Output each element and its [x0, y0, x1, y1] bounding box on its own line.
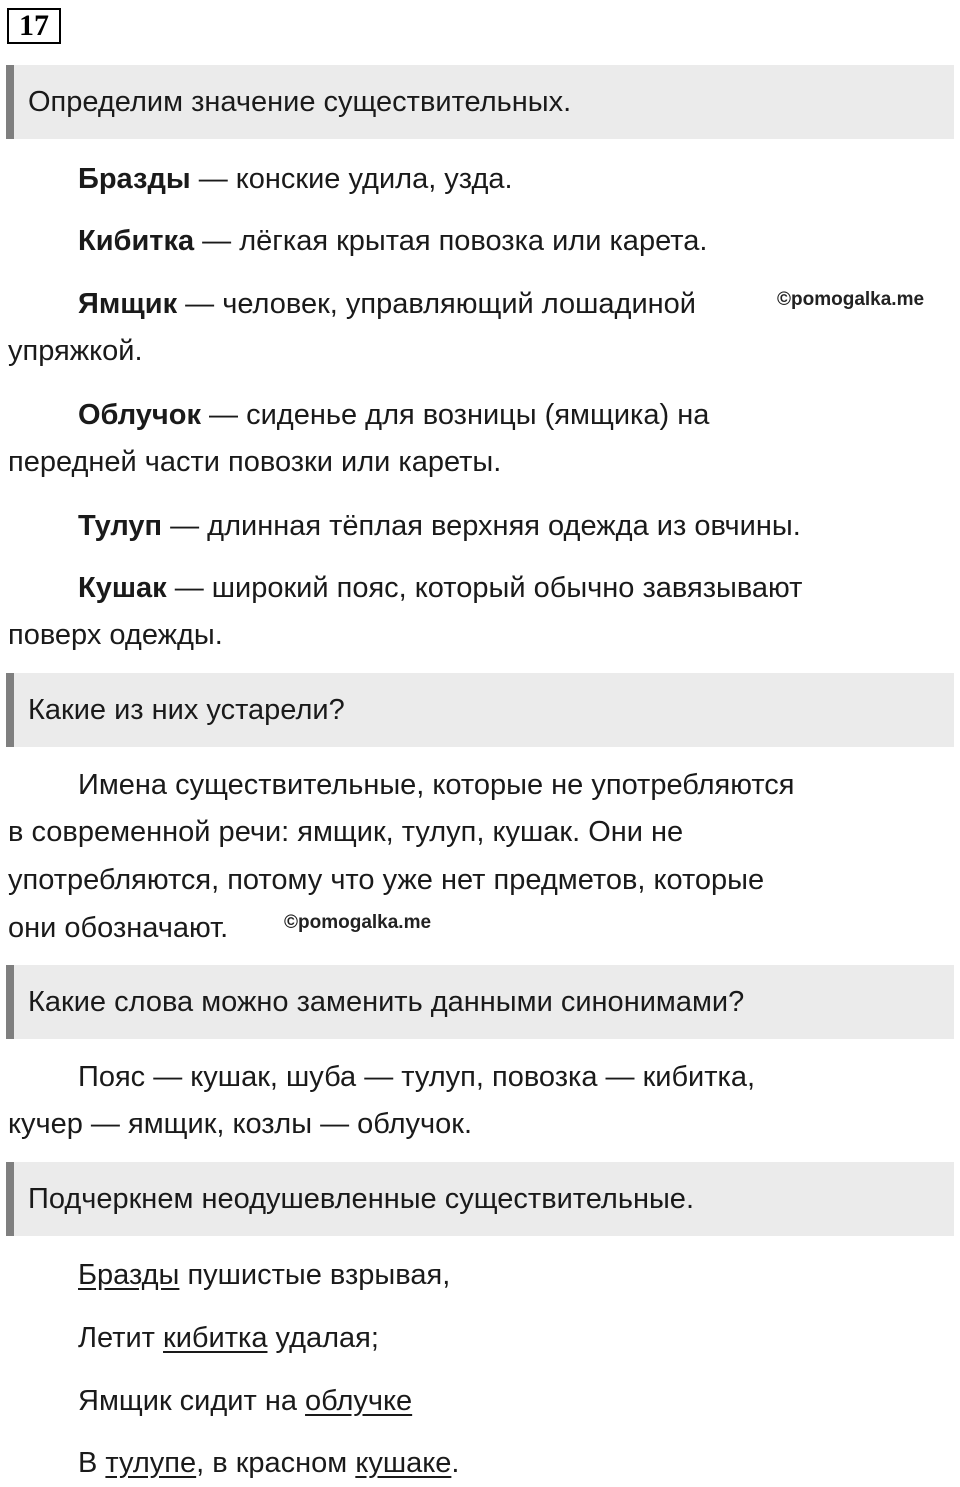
term: Бразды — [78, 163, 191, 195]
definition-brazdy — [8, 156, 960, 203]
answer-line-3: употребляются, потому что уже нет предметов, которые — [8, 864, 765, 896]
poem-text: , в красном — [196, 1447, 356, 1479]
definition-text: — человек, управляющий лошадиной — [177, 288, 697, 320]
definition-text: — сиденье для возницы (ямщика) на — [200, 399, 710, 431]
definition-obluchok-cont: передней части повозки или кареты. — [8, 446, 502, 478]
poem-text: пушистые взрывая, — [179, 1259, 451, 1291]
definition-yamshchik-cont: упряжкой. — [8, 335, 143, 367]
underlined-noun: Бразды — [78, 1259, 180, 1291]
synonyms-line-1: Пояс — кушак, шуба — тулуп, повозка — кибитка, — [78, 1061, 756, 1093]
underlined-noun: тулупе — [105, 1447, 197, 1479]
definition-kushak — [8, 565, 960, 612]
underlined-noun: кушаке — [355, 1447, 452, 1479]
definition-text: — лёгкая крытая повозка или карета. — [194, 225, 708, 257]
section-header-definitions: Определим значение существительных. — [6, 65, 954, 139]
poem-text: удалая; — [267, 1322, 379, 1354]
underlined-noun: облучке — [305, 1385, 413, 1417]
definition-tulup — [8, 503, 960, 550]
definition-text: — широкий пояс, который обычно завязывают — [166, 572, 803, 604]
definition-kibitka — [8, 218, 960, 265]
section-header-synonyms: Какие слова можно заменить данными синонимами? — [6, 965, 954, 1039]
poem-text: . — [451, 1447, 460, 1479]
definition-text: — конские удила, узда. — [190, 163, 513, 195]
poem-line-1 — [8, 1252, 960, 1299]
poem-text: Летит — [78, 1322, 164, 1354]
poem-text: Ямщик сидит на — [78, 1385, 306, 1417]
poem-line-2 — [8, 1315, 960, 1362]
section-header-obsolete: Какие из них устарели? — [6, 673, 954, 747]
answer-line-2: в современной речи: ямщик, тулуп, кушак. Они не — [8, 816, 684, 848]
watermark: ©pomogalka.me — [777, 289, 925, 310]
definition-kushak-cont: поверх одежды. — [8, 619, 223, 651]
poem-text: В — [78, 1447, 106, 1479]
term: Кибитка — [78, 225, 195, 257]
poem-line-4 — [8, 1440, 960, 1487]
definition-text: — длинная тёплая верхняя одежда из овчины. — [162, 510, 801, 542]
task-number-badge: 17 — [7, 8, 61, 44]
section-header-inanimate: Подчеркнем неодушевленные существительные. — [6, 1162, 954, 1236]
synonyms-line-2: кучер — ямщик, козлы — облучок. — [8, 1108, 472, 1140]
underlined-noun: кибитка — [163, 1322, 268, 1354]
term: Облучок — [78, 399, 201, 431]
term: Ямщик — [78, 288, 178, 320]
definition-obluchok — [8, 392, 960, 439]
watermark: ©pomogalka.me — [284, 912, 432, 933]
term: Кушак — [78, 572, 167, 604]
answer-line-1: Имена существительные, которые не употребляются — [78, 769, 795, 801]
term: Тулуп — [78, 510, 163, 542]
poem-line-3 — [8, 1378, 960, 1425]
answer-line-4: они обозначают. — [8, 912, 229, 944]
